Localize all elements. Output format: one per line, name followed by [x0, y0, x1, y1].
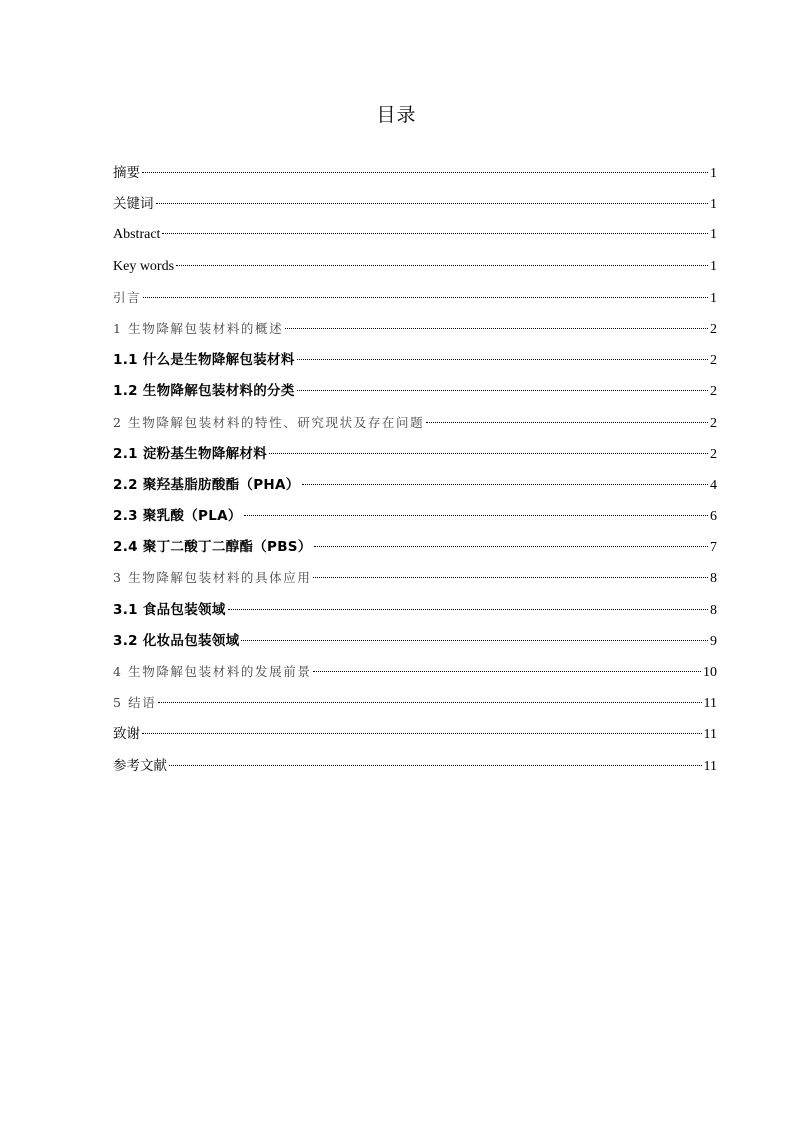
dot-leader [142, 172, 708, 173]
toc-entry-label: 2.2 聚羟基脂肪酸酯（PHA） [113, 476, 300, 493]
toc-entry-page: 1 [710, 290, 717, 306]
toc-entry-label: 参考文献 [113, 757, 167, 774]
dot-leader [241, 640, 708, 641]
dot-leader [313, 577, 708, 578]
dot-leader [142, 733, 702, 734]
toc-entry-abstract-en[interactable] [113, 222, 717, 253]
toc-entry-keywords-en[interactable] [113, 254, 717, 285]
dot-leader [297, 359, 708, 360]
toc-entry-label: 5 结语 [113, 695, 157, 711]
toc-entry-acknowledgements[interactable] [113, 721, 717, 752]
toc-entry-section-1[interactable] [113, 316, 717, 347]
toc-entry-label: 3.2 化妆品包装领域 [113, 632, 240, 649]
toc-entry-page: 1 [710, 166, 717, 181]
toc-entry-label: 摘要 [113, 165, 140, 181]
toc-title: 目录 [376, 104, 417, 126]
toc-entry-label: 1.1 什么是生物降解包装材料 [113, 352, 295, 369]
toc-entry-abstract-cn[interactable] [113, 160, 717, 191]
toc-entry-section-4[interactable] [113, 659, 717, 690]
toc-entry-section-5[interactable] [113, 690, 717, 721]
dot-leader [269, 453, 708, 454]
toc-entry-label: Abstract [113, 227, 161, 243]
toc-entry-page: 2 [710, 446, 717, 462]
dot-leader [285, 328, 708, 329]
toc-entry-page: 10 [703, 665, 717, 680]
dot-leader [228, 609, 708, 610]
toc-entry-label: 4 生物降解包装材料的发展前景 [113, 664, 312, 679]
toc-entry-label: 引言 [113, 289, 142, 305]
dot-leader [313, 671, 701, 672]
toc-entry-section-3[interactable] [113, 565, 717, 596]
toc-entry-section-2-4[interactable] [113, 534, 717, 565]
toc-entry-section-3-1[interactable] [113, 597, 717, 628]
toc-entry-label: 2.4 聚丁二酸丁二醇酯（PBS） [113, 539, 312, 556]
toc-entry-page: 11 [703, 727, 717, 743]
dot-leader [314, 546, 708, 547]
dot-leader [169, 765, 702, 766]
toc-entry-label: 1.2 生物降解包装材料的分类 [113, 383, 295, 400]
toc-entry-label: 2.3 聚乳酸（PLA） [113, 508, 242, 525]
toc-entry-section-3-2[interactable] [113, 628, 717, 659]
toc-entry-label: 2 生物降解包装材料的特性、研究现状及存在问题 [113, 414, 425, 430]
toc-entry-section-2[interactable] [113, 410, 717, 441]
toc-entry-page: 6 [710, 509, 717, 525]
dot-leader [156, 203, 709, 204]
toc-entry-section-1-2[interactable] [113, 378, 717, 409]
toc-entry-page: 2 [710, 384, 717, 400]
toc-entry-page: 9 [710, 633, 717, 649]
dot-leader [158, 702, 701, 703]
toc-entry-label: 1 生物降解包装材料的概述 [113, 320, 284, 336]
toc-entry-references[interactable] [113, 753, 717, 784]
toc-entry-page: 1 [710, 258, 717, 274]
dot-leader [143, 297, 708, 298]
toc-entry-section-2-2[interactable] [113, 472, 717, 503]
dot-leader [176, 265, 708, 266]
toc-entry-page: 7 [710, 540, 717, 556]
toc-entry-page: 8 [710, 571, 717, 587]
toc-entry-label: 关键词 [113, 196, 154, 213]
toc-entry-page: 1 [710, 197, 717, 213]
toc-entry-label: 致谢 [113, 726, 140, 743]
toc-entry-section-2-1[interactable] [113, 441, 717, 472]
toc-entry-section-1-1[interactable] [113, 347, 717, 378]
toc-entry-keywords-cn[interactable] [113, 191, 717, 222]
dot-leader [426, 422, 708, 423]
toc-entry-page: 8 [710, 602, 717, 618]
dot-leader [302, 484, 708, 485]
dot-leader [162, 233, 708, 234]
dot-leader [244, 515, 708, 516]
toc-entry-label: 3 生物降解包装材料的具体应用 [113, 570, 312, 586]
toc-entry-label: Key words [113, 258, 175, 274]
toc-entry-page: 2 [710, 415, 717, 431]
toc-entry-page: 2 [710, 321, 717, 337]
toc-entry-page: 11 [703, 758, 717, 774]
table-of-contents [113, 160, 717, 784]
toc-entry-page: 2 [710, 353, 717, 369]
toc-entry-page: 11 [703, 696, 717, 712]
dot-leader [297, 390, 708, 391]
toc-entry-page: 4 [710, 477, 717, 493]
toc-entry-label: 3.1 食品包装领域 [113, 601, 226, 618]
toc-entry-label: 2.1 淀粉基生物降解材料 [113, 445, 268, 462]
toc-entry-section-2-3[interactable] [113, 503, 717, 534]
toc-entry-introduction[interactable] [113, 285, 717, 316]
toc-entry-page: 1 [710, 227, 717, 243]
